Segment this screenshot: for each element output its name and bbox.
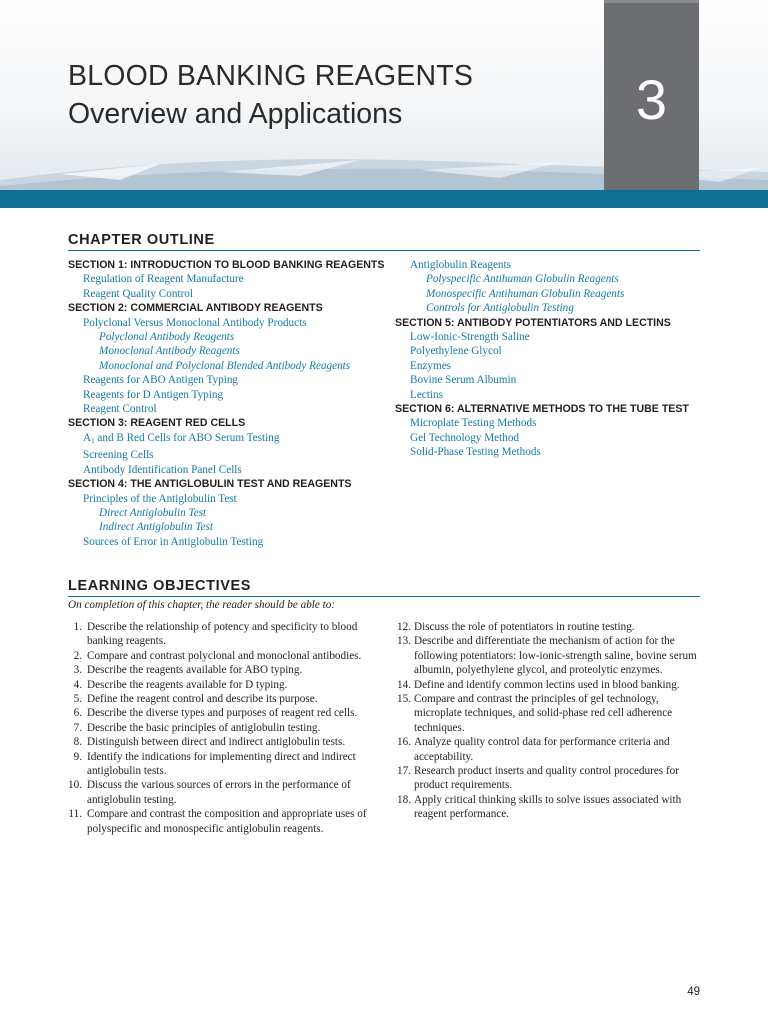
objective-item [68,778,380,807]
page-number: 49 [687,986,700,998]
objective-text: Describe and differentiate the mechanism of action for the following potentiators: low-ionic-strength saline, bovine serum albumin, polyethylene glycol, and proteolytic enzymes. [414,635,697,677]
outline-item-text: A [83,431,92,444]
objective-text: Describe the reagents available for D typing. [87,678,288,691]
outline-link[interactable] [68,402,398,416]
objective-text: Describe the relationship of potency and specificity to blood banking reagents. [87,621,358,648]
objective-number: 12. [397,621,411,633]
outline-link[interactable] [395,301,715,315]
tab-highlight [604,0,699,3]
outline-link[interactable] [395,431,715,445]
objective-number: 3. [73,664,82,677]
outline-item-text: SECTION 1: INTRODUCTION TO BLOOD BANKING REAGENTS [68,259,385,271]
objective-item [395,735,705,764]
outline-link[interactable] [68,463,398,477]
outline-item-text: Monospecific Antihuman Globulin Reagents [426,287,625,300]
outline-item-text: Antiglobulin Reagents [410,259,511,271]
chapter-subtitle: Overview and Applications [68,98,403,130]
objective-number: 5. [73,693,82,706]
outline-item-text: Polyclonal Antibody Reagents [99,331,235,344]
outline-item-text: Reagent Control [83,403,157,416]
objective-text: Distinguish between direct and indirect antiglobulin tests. [87,736,346,749]
outline-section-heading [68,477,398,491]
outline-section-heading [68,301,398,315]
outline-link[interactable] [68,287,398,301]
objective-text: Describe the reagents available for ABO typing. [87,664,303,677]
outline-item-text: Solid-Phase Testing Methods [410,446,541,459]
outline-link[interactable] [68,520,398,534]
objective-text: Compare and contrast the composition and appropriate uses of polyspecific and monospecific antiglobulin reagents. [87,808,367,835]
outline-divider [68,250,700,251]
outline-section-heading [68,416,398,430]
outline-item-text: Polyspecific Antihuman Globulin Reagents [426,273,619,286]
outline-link[interactable] [395,287,715,301]
objective-number: 9. [73,750,82,763]
subscript: 1 [91,436,95,445]
outline-item-text: Indirect Antiglobulin Test [99,521,213,534]
outline-right-column [395,258,715,460]
objective-item [68,678,380,692]
outline-link[interactable] [68,431,398,448]
outline-item-text: Low-Ionic-Strength Saline [410,331,530,344]
objective-item [68,692,380,706]
outline-link[interactable] [395,258,715,272]
objective-item [68,750,380,779]
chapter-number: 3 [635,68,668,131]
outline-item-text: Microplate Testing Methods [410,417,537,430]
outline-item-text: Reagents for ABO Antigen Typing [83,374,239,387]
objective-item [395,793,705,822]
objectives-intro: On completion of this chapter, the reader should be able to: [68,599,336,611]
objectives-right-column [395,620,705,822]
objective-item [68,807,380,836]
objective-text: Apply critical thinking skills to solve issues associated with reagent performance. [414,793,682,821]
chapter-header-band [0,0,768,208]
outline-link[interactable] [68,492,398,506]
outline-item-text: Lectins [410,388,443,401]
objective-item [395,678,705,692]
objective-number: 11. [68,808,82,821]
outline-link[interactable] [68,359,398,373]
outline-link[interactable] [395,272,715,286]
objective-number: 15. [397,693,411,706]
outline-link[interactable] [68,373,398,387]
outline-item-text: Monoclonal Antibody Reagents [99,345,240,358]
objective-number: 13. [397,635,411,648]
objective-number: 17. [397,765,411,778]
outline-item-text: Reagents for D Antigen Typing [83,388,224,401]
outline-section-heading [68,258,398,272]
outline-link[interactable] [68,272,398,286]
outline-link[interactable] [395,373,715,387]
outline-link[interactable] [395,359,715,373]
outline-link[interactable] [68,344,398,358]
outline-item-text: Reagent Quality Control [83,287,193,300]
objective-text: Define and identify common lectins used in blood banking. [414,678,680,691]
outline-link[interactable] [68,316,398,330]
objective-text: Discuss the role of potentiators in routine testing. [414,621,635,633]
outline-link[interactable] [68,506,398,520]
outline-link[interactable] [68,388,398,402]
chapter-outline-heading: CHAPTER OUTLINE [68,232,215,248]
outline-item-text: Gel Technology Method [410,431,520,444]
objective-number: 16. [397,736,411,749]
objective-item [395,692,705,735]
outline-item-text: Polyethylene Glycol [410,345,502,358]
outline-item-text: SECTION 2: COMMERCIAL ANTIBODY REAGENTS [68,302,323,315]
objective-number: 7. [73,721,82,734]
outline-item-text: SECTION 3: REAGENT RED CELLS [68,417,246,430]
outline-item-text: Direct Antiglobulin Test [99,506,207,519]
objective-text: Identify the indications for implementing direct and indirect antiglobulin tests. [87,750,356,778]
chapter-number-tab [604,0,699,190]
objective-item [68,663,380,677]
objective-item [68,706,380,720]
objective-text: Compare and contrast polyclonal and monoclonal antibodies. [87,649,362,662]
objective-text: Discuss the various sources of errors in the performance of antiglobulin testing. [87,779,351,806]
outline-item-text: Enzymes [410,359,452,372]
objective-text: Describe the diverse types and purposes of reagent red cells. [87,707,358,720]
outline-item-text-rest: and B Red Cells for ABO Serum Testing [94,431,280,444]
objective-item [68,620,380,649]
objective-item [68,649,380,663]
objective-item [395,634,705,677]
objective-number: 1. [73,621,82,633]
outline-link[interactable] [395,388,715,402]
objective-item [395,764,705,793]
outline-item-text: Antibody Identification Panel Cells [83,463,242,476]
outline-link[interactable] [395,416,715,430]
outline-item-text: Sources of Error in Antiglobulin Testing [83,535,264,548]
chapter-title: BLOOD BANKING REAGENTS [68,60,474,92]
objectives-divider [68,596,700,597]
objective-text: Analyze quality control data for performance criteria and acceptability. [414,736,670,763]
outline-link[interactable] [395,330,715,344]
objective-number: 2. [73,649,82,662]
objective-text: Research product inserts and quality control procedures for product requirements. [414,765,679,792]
objective-number: 4. [73,678,82,691]
objective-number: 6. [73,707,82,720]
objective-text: Define the reagent control and describe its purpose. [87,693,318,706]
learning-objectives-heading: LEARNING OBJECTIVES [68,578,252,594]
objective-item [68,735,380,749]
outline-item-text: Controls for Antiglobulin Testing [426,302,574,315]
outline-item-text: SECTION 6: ALTERNATIVE METHODS TO THE TUBE TEST [395,403,689,416]
objective-number: 18. [397,793,411,806]
outline-item-text: SECTION 4: THE ANTIGLOBULIN TEST AND REAGENTS [68,478,352,491]
outline-link[interactable] [68,330,398,344]
header-accent-bar [0,190,768,208]
outline-left-column [68,258,398,549]
objective-text: Describe the basic principles of antiglobulin testing. [87,721,321,734]
outline-link[interactable] [395,344,715,358]
objective-text: Compare and contrast the principles of gel technology, microplate techniques, and solid-phase red cell adherence techniques. [414,693,673,734]
outline-item-text: Monoclonal and Polyclonal Blended Antibody Reagents [99,359,351,372]
outline-link[interactable] [395,445,715,459]
objective-item [395,620,705,634]
outline-item-text: SECTION 5: ANTIBODY POTENTIATORS AND LECTINS [395,316,671,329]
outline-section-heading [395,316,715,330]
outline-link[interactable] [68,448,398,462]
objective-number: 14. [397,678,411,691]
outline-link[interactable] [68,535,398,549]
outline-item-text: Screening Cells [83,449,154,462]
objective-number: 10. [68,779,82,792]
outline-section-heading [395,402,715,416]
objectives-left-column [68,620,380,836]
objective-number: 8. [73,736,82,749]
outline-item-text: Regulation of Reagent Manufacture [83,273,244,286]
objective-item [68,721,380,735]
outline-item-text: Bovine Serum Albumin [410,374,517,387]
outline-item-text: Polyclonal Versus Monoclonal Antibody Products [83,316,307,329]
outline-item-text: Principles of the Antiglobulin Test [83,492,237,505]
